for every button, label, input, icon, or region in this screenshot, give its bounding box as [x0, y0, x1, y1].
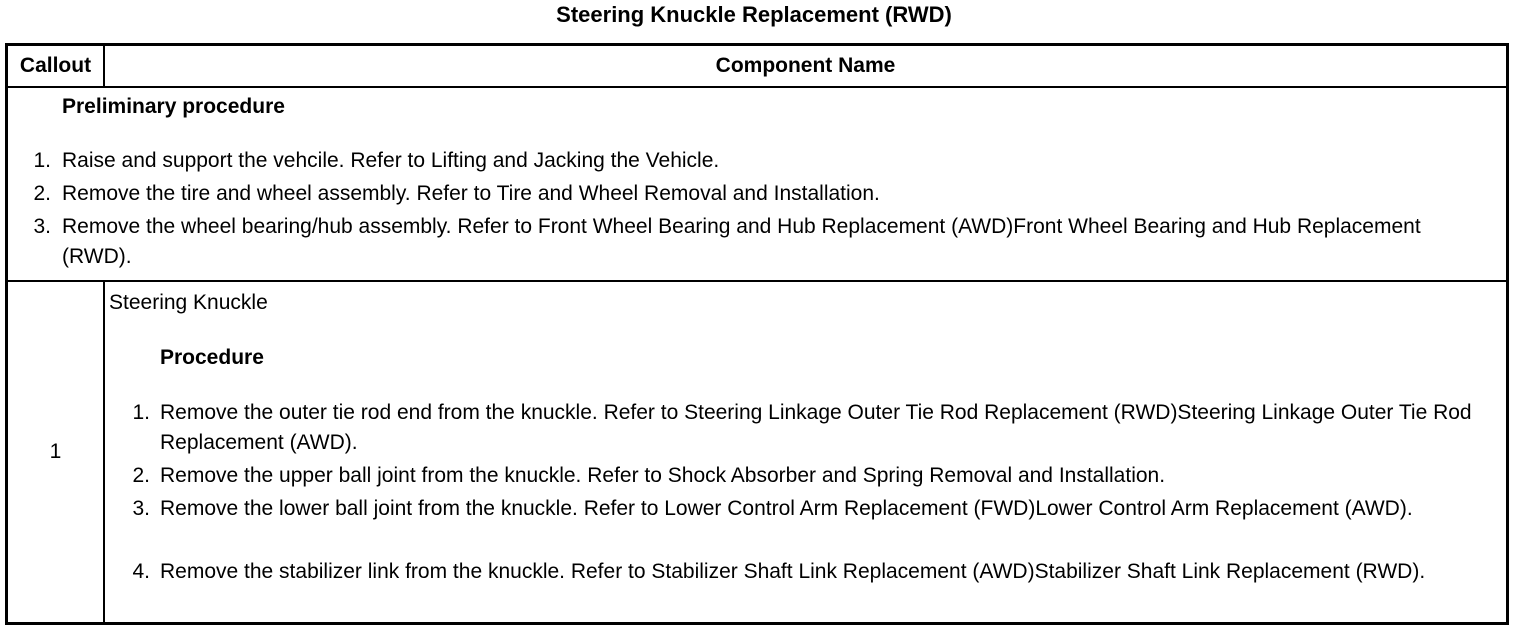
procedure-step-text: Remove the lower ball joint from the knuckle. Refer to Lower Control Arm Replacement (FWD)Lower Control Arm Replacement (AWD).	[160, 497, 1413, 520]
component-name-column-header: Component Name	[715, 54, 896, 77]
procedure-step-text: Remove the upper ball joint from the knuckle. Refer to Shock Absorber and Spring Removal and Installation.	[160, 464, 1166, 487]
preliminary-procedure-heading: Preliminary procedure	[62, 95, 285, 118]
preliminary-step-text: Raise and support the vehcile. Refer to Lifting and Jacking the Vehicle.	[62, 149, 720, 172]
preliminary-step-text: Remove the wheel bearing/hub assembly. Refer to Front Wheel Bearing and Hub Replacement (AWD)Front Wheel Bearing and Hub Replacement (RWD).	[62, 215, 1421, 268]
preliminary-step-number: 3.	[33, 215, 51, 238]
preliminary-step-number: 2.	[33, 182, 51, 205]
preliminary-procedure-row	[8, 88, 1506, 282]
procedure-table	[5, 43, 1509, 625]
callout-cell	[8, 282, 105, 622]
procedure-step-number: 2.	[132, 464, 150, 487]
procedure-step-text: Remove the stabilizer link from the knuckle. Refer to Stabilizer Shaft Link Replacement (AWD)Stabilizer Shaft Link Replacement (RWD).	[160, 560, 1426, 583]
callout-column-header: Callout	[8, 46, 105, 86]
procedure-step-number: 1.	[132, 401, 150, 424]
procedure-step-text: Remove the outer tie rod end from the knuckle. Refer to Steering Linkage Outer Tie Rod Replacement (RWD)Steering Linkage Outer Tie Rod Replacement (AWD).	[160, 401, 1472, 454]
procedure-step-number: 4.	[132, 560, 150, 583]
component-cell	[105, 282, 1506, 622]
table-row	[8, 282, 1506, 622]
procedure-step-number: 3.	[132, 497, 150, 520]
table-header-row	[8, 46, 1506, 88]
document-title: Steering Knuckle Replacement (RWD)	[556, 2, 952, 27]
component-name: Steering Knuckle	[109, 291, 268, 314]
callout-number: 1	[49, 440, 62, 463]
preliminary-step-text: Remove the tire and wheel assembly. Refer to Tire and Wheel Removal and Installation.	[62, 182, 880, 205]
procedure-heading: Procedure	[160, 346, 264, 369]
preliminary-step-number: 1.	[33, 149, 51, 172]
